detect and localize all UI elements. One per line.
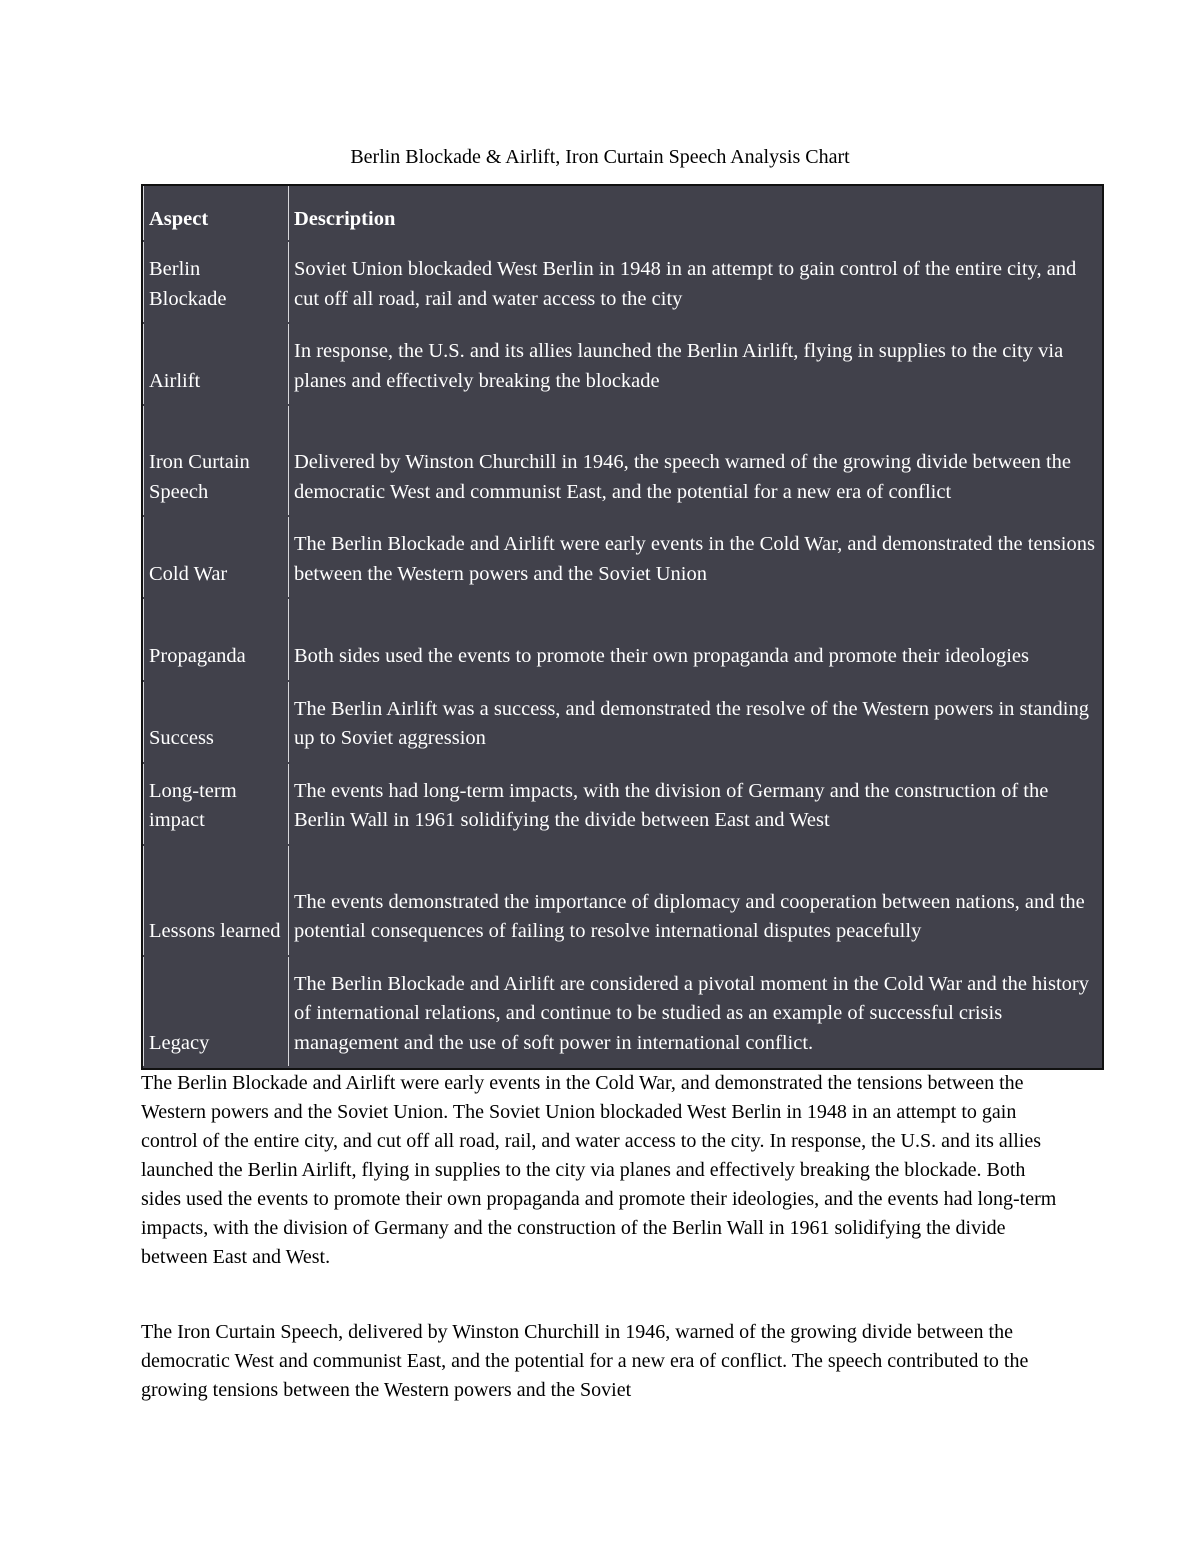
analysis-table xyxy=(143,186,1102,1068)
row-aspect: Legacy xyxy=(144,956,289,1067)
table-row xyxy=(144,598,1103,680)
table-row xyxy=(144,956,1103,1067)
row-aspect: Cold War xyxy=(144,516,289,598)
body-paragraph: The Berlin Blockade and Airlift were early events in the Cold War, and demonstrated the tensions between the Western powers and the Soviet Union. The Soviet Union blockaded West Berlin in 1948 in an attempt to gain control of the entire city, and cut off all road, rail, and water access to the city. In response, the U.S. and its allies launched the Berlin Airlift, flying in supplies to the city via planes and effectively breaking the blockade. Both sides used the events to promote their own propaganda and promote their ideologies, and the events had long-term impacts, with the division of Germany and the construction of the Berlin Wall in 1961 solidifying the divide between East and West. xyxy=(141,1072,1057,1268)
row-description: The Berlin Airlift was a success, and demonstrated the resolve of the Western powers in standing up to Soviet aggression xyxy=(289,681,1103,763)
row-aspect: Airlift xyxy=(144,323,289,405)
row-aspect: Success xyxy=(144,681,289,763)
row-description: Both sides used the events to promote their own propaganda and promote their ideologies xyxy=(289,598,1103,680)
row-aspect: Long-term impact xyxy=(144,763,289,845)
row-aspect: Iron Curtain Speech xyxy=(144,405,289,516)
row-description: Delivered by Winston Churchill in 1946, the speech warned of the growing divide between the democratic West and communist East, and the potential for a new era of conflict xyxy=(289,405,1103,516)
row-description: In response, the U.S. and its allies launched the Berlin Airlift, flying in supplies to the city via planes and effectively breaking the blockade xyxy=(289,323,1103,405)
header-aspect: Aspect xyxy=(144,186,289,241)
row-aspect: Berlin Blockade xyxy=(144,241,289,323)
table-row xyxy=(144,323,1103,405)
body-paragraph: The Iron Curtain Speech, delivered by Winston Churchill in 1946, warned of the growing divide between the democratic West and communist East, and the potential for a new era of conflict. The speech contributed to the growing tensions between the Western powers and the Soviet xyxy=(141,1321,1029,1401)
row-description: The Berlin Blockade and Airlift are considered a pivotal moment in the Cold War and the history of international relations, and continue to be studied as an example of successful crisis management and the use of soft power in international conflict. xyxy=(289,956,1103,1067)
row-description: Soviet Union blockaded West Berlin in 1948 in an attempt to gain control of the entire city, and cut off all road, rail and water access to the city xyxy=(289,241,1103,323)
row-aspect: Lessons learned xyxy=(144,845,289,956)
table-row xyxy=(144,763,1103,845)
page-title: Berlin Blockade & Airlift, Iron Curtain Speech Analysis Chart xyxy=(350,146,850,168)
row-description: The events had long-term impacts, with the division of Germany and the construction of the Berlin Wall in 1961 solidifying the divide between East and West xyxy=(289,763,1103,845)
table-row xyxy=(144,681,1103,763)
table-header-row xyxy=(144,186,1103,241)
row-description: The events demonstrated the importance of diplomacy and cooperation between nations, and the potential consequences of failing to resolve international disputes peacefully xyxy=(289,845,1103,956)
table-row xyxy=(144,405,1103,516)
table-row xyxy=(144,516,1103,598)
table-row xyxy=(144,241,1103,323)
analysis-chart xyxy=(141,184,1104,1070)
row-description: The Berlin Blockade and Airlift were early events in the Cold War, and demonstrated the tensions between the Western powers and the Soviet Union xyxy=(289,516,1103,598)
header-description: Description xyxy=(289,186,1103,241)
table-row xyxy=(144,845,1103,956)
row-aspect: Propaganda xyxy=(144,598,289,680)
